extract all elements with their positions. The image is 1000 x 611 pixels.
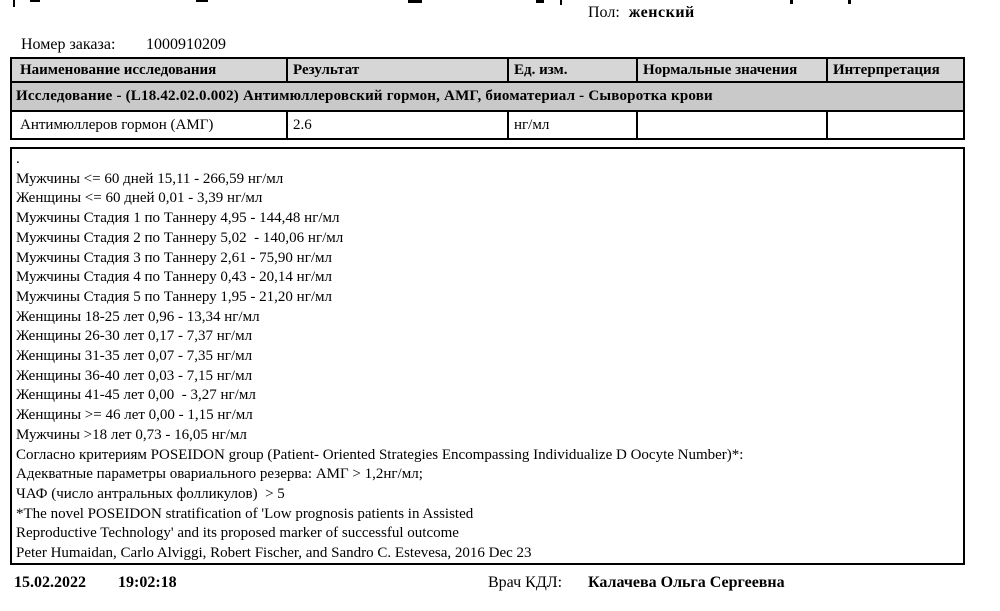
reference-line: *The novel POSEIDON stratification of 'Low prognosis patients in Assisted (16, 505, 474, 522)
page-top-clipped-mark (560, 0, 562, 5)
reference-line: Женщины 31-35 лет 0,07 - 7,35 нг/мл (16, 348, 253, 365)
cell-normal-values (638, 112, 828, 138)
reference-line: Согласно критериям POSEIDON group (Patient- Oriented Strategies Encompassing Individualize D Oocyte Number)*: (16, 446, 744, 463)
reference-line: Женщины 36-40 лет 0,03 - 7,15 нг/мл (16, 367, 253, 384)
report-date: 15.02.2022 (14, 574, 86, 591)
page-top-clipped-border (13, 0, 15, 7)
reference-line: Женщины 18-25 лет 0,96 - 13,34 нг/мл (16, 308, 260, 325)
column-header-interpretation: Интерпретация (833, 61, 940, 78)
reference-line: Мужчины Стадия 4 по Таннеру 0,43 - 20,14 нг/мл (16, 269, 333, 286)
page-top-clipped-mark (790, 0, 793, 4)
page-top-clipped-mark (408, 0, 422, 3)
reference-line: Адекватные параметры овариального резерва: АМГ > 1,2нг/мл; (16, 466, 423, 483)
report-time: 19:02:18 (118, 574, 177, 591)
doctor-name: Калачева Ольга Сергеевна (588, 574, 785, 591)
gender-value: женский (628, 4, 695, 21)
column-header-result: Результат (288, 59, 509, 81)
page-top-clipped-mark (196, 0, 208, 2)
page-top-clipped-mark (30, 0, 40, 2)
reference-line: Мужчины Стадия 1 по Таннеру 4,95 - 144,48 нг/мл (16, 210, 340, 227)
order-number-line (21, 36, 226, 54)
page-top-clipped-mark (848, 0, 851, 4)
section-title: Исследование - (L18.42.02.0.002) Антимюллеровский гормон, АМГ, биоматериал - Сыворотка крови (16, 88, 713, 104)
cell-interpretation (828, 112, 963, 138)
reference-line: Женщины 41-45 лет 0,00 - 3,27 нг/мл (16, 387, 256, 404)
results-table-data-row (10, 110, 965, 140)
order-number-label: Номер заказа: (21, 36, 116, 53)
reference-line: Reproductive Technology' and its proposed marker of successful outcome (16, 525, 459, 542)
reference-ranges-block (10, 147, 965, 565)
column-header-units: Ед. изм. (509, 59, 638, 81)
reference-line: Мужчины Стадия 5 по Таннеру 1,95 - 21,20 нг/мл (16, 288, 333, 305)
reference-line: . (16, 151, 20, 167)
reference-line: Женщины >= 46 лет 0,00 - 1,15 нг/мл (16, 407, 253, 424)
reference-line: Peter Humaidan, Carlo Alviggi, Robert Fischer, and Sandro C. Estevesa, 2016 Dec 23 (16, 545, 532, 562)
reference-line: Мужчины <= 60 дней 15,11 - 266,59 нг/мл (16, 170, 284, 187)
reference-line: Мужчины >18 лет 0,73 - 16,05 нг/мл (16, 426, 247, 443)
reference-line: ЧАФ (число антральных фолликулов) > 5 (16, 485, 285, 502)
cell-units: нг/мл (509, 112, 638, 138)
reference-line: Женщины 26-30 лет 0,17 - 7,37 нг/мл (16, 328, 253, 345)
reference-line: Мужчины Стадия 2 по Таннеру 5,02 - 140,06 нг/мл (16, 229, 344, 246)
gender-line (588, 4, 695, 22)
report-footer (0, 574, 1000, 596)
results-table-section-row (10, 81, 965, 112)
order-number-value: 1000910209 (146, 36, 226, 53)
reference-line: Мужчины Стадия 3 по Таннеру 2,61 - 75,90 нг/мл (16, 249, 333, 266)
gender-label: Пол: (588, 4, 620, 21)
page-top-clipped-mark (536, 0, 544, 3)
reference-line: Женщины <= 60 дней 0,01 - 3,39 нг/мл (16, 190, 263, 207)
results-table-header-row (10, 57, 965, 83)
doctor-label: Врач КДЛ: (488, 574, 563, 591)
cell-result-value: 2.6 (288, 112, 509, 138)
cell-test-name: Антимюллеров гормон (АМГ) (12, 112, 288, 138)
column-header-test-name: Наименование исследования (12, 59, 288, 81)
column-header-normal-values: Нормальные значения (638, 59, 828, 81)
